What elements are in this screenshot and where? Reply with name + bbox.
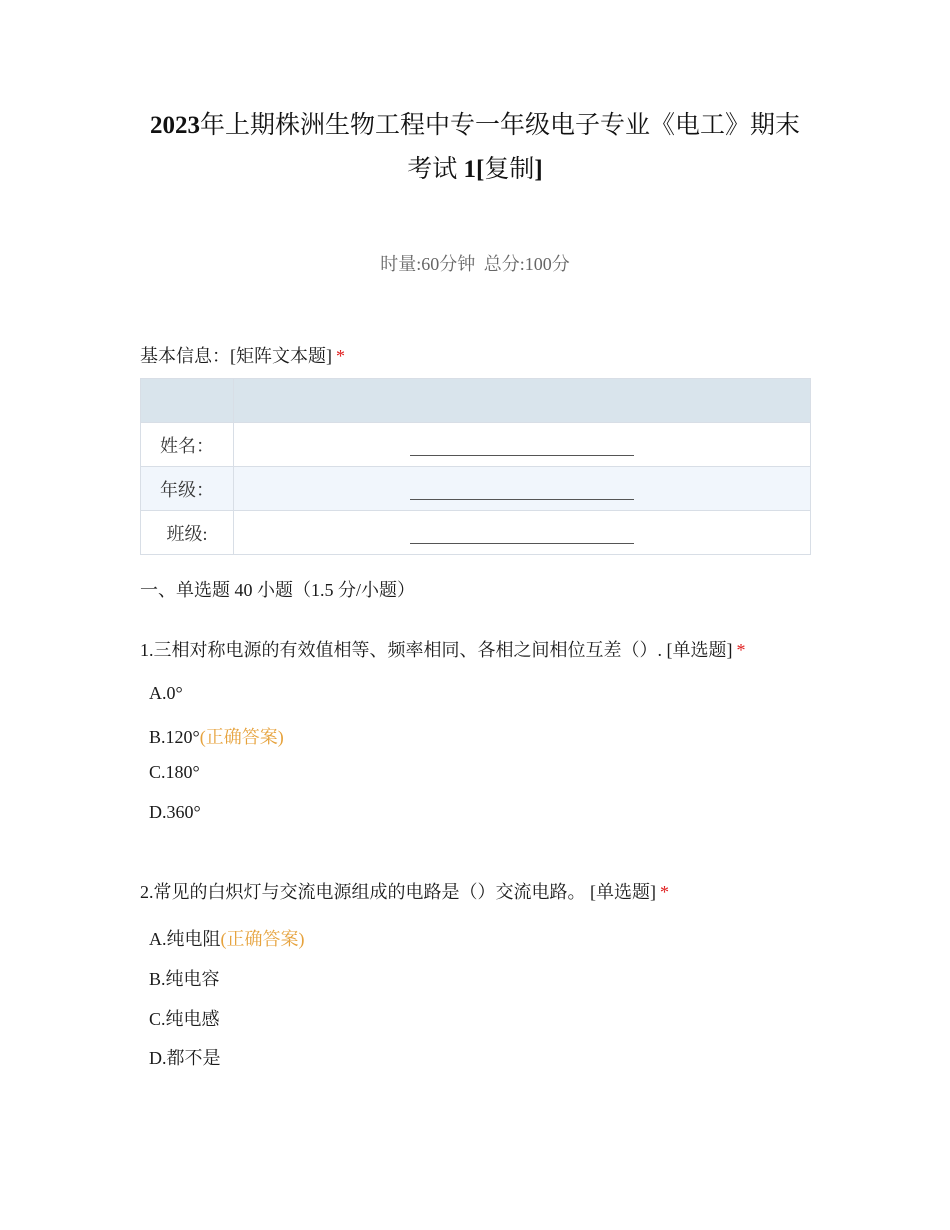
- grade-input-cell[interactable]: [234, 467, 811, 511]
- option-label: C.180°: [149, 762, 200, 782]
- title-suffix: 1[: [463, 156, 485, 183]
- question-1-option-a[interactable]: [149, 683, 183, 704]
- matrix-row-name: [141, 423, 811, 467]
- title-copy: 复制: [484, 156, 535, 183]
- question-2-title: [140, 878, 669, 904]
- question-1-option-c[interactable]: [149, 762, 200, 783]
- title-text-2: 考试: [407, 156, 458, 183]
- question-1-option-b[interactable]: [149, 723, 284, 749]
- question-1-title: [140, 636, 746, 662]
- matrix-row-label: 班级:: [141, 511, 234, 555]
- required-mark: *: [336, 346, 345, 366]
- matrix-row-grade: [141, 467, 811, 511]
- correct-answer-tag: (正确答案): [220, 929, 305, 949]
- question-1-text: 1.三相对称电源的有效值相等、频率相同、各相之间相位互差（）. [单选题]: [140, 640, 733, 660]
- page-title: [140, 104, 810, 192]
- class-input[interactable]: [410, 523, 634, 544]
- question-1-option-d[interactable]: [149, 802, 201, 823]
- title-line-1: [140, 104, 810, 148]
- title-year: 2023: [149, 112, 200, 139]
- option-label: C.纯电感: [149, 1009, 220, 1029]
- class-input-cell[interactable]: [234, 511, 811, 555]
- matrix-header-row: [141, 379, 811, 423]
- matrix-header-cell: [234, 379, 811, 423]
- question-2-text: 2.常见的白炽灯与交流电源组成的电路是（）交流电路。 [单选题]: [140, 882, 656, 902]
- question-2-option-a[interactable]: [149, 925, 305, 951]
- section-title: 一、单选题 40 小题（1.5 分/小题）: [140, 580, 415, 600]
- basic-info-title: [140, 342, 345, 368]
- basic-info-matrix: [140, 378, 811, 555]
- matrix-row-class: [141, 511, 811, 555]
- matrix-row-label: 姓名：: [141, 423, 234, 467]
- question-2-option-c[interactable]: [149, 1005, 220, 1031]
- option-label: D.360°: [149, 802, 201, 822]
- option-label: A.0°: [149, 683, 183, 703]
- grade-input[interactable]: [410, 479, 634, 500]
- matrix-header-cell: [141, 379, 234, 423]
- exam-meta: [140, 250, 810, 276]
- matrix-row-label: 年级：: [141, 467, 234, 511]
- name-input-cell[interactable]: [234, 423, 811, 467]
- required-mark: *: [736, 640, 746, 660]
- correct-answer-tag: (正确答案): [199, 727, 284, 747]
- option-label: B.纯电容: [149, 969, 220, 989]
- option-label: B.120°: [149, 727, 200, 747]
- score-label: 总分:100分: [483, 254, 570, 274]
- title-text-1: 年上期株洲生物工程中专一年级电子专业《电工》期末: [199, 112, 800, 139]
- name-input[interactable]: [410, 435, 634, 456]
- question-2-option-b[interactable]: [149, 965, 220, 991]
- option-label: A.纯电阻: [149, 929, 221, 949]
- required-mark: *: [660, 882, 669, 902]
- question-2-option-d[interactable]: [149, 1044, 221, 1070]
- time-label: 时量:60分钟: [380, 254, 476, 274]
- title-end: ]: [534, 156, 543, 183]
- basic-info-label: 基本信息：[矩阵文本题]: [140, 346, 332, 366]
- title-line-2: [140, 148, 810, 192]
- option-label: D.都不是: [149, 1048, 221, 1068]
